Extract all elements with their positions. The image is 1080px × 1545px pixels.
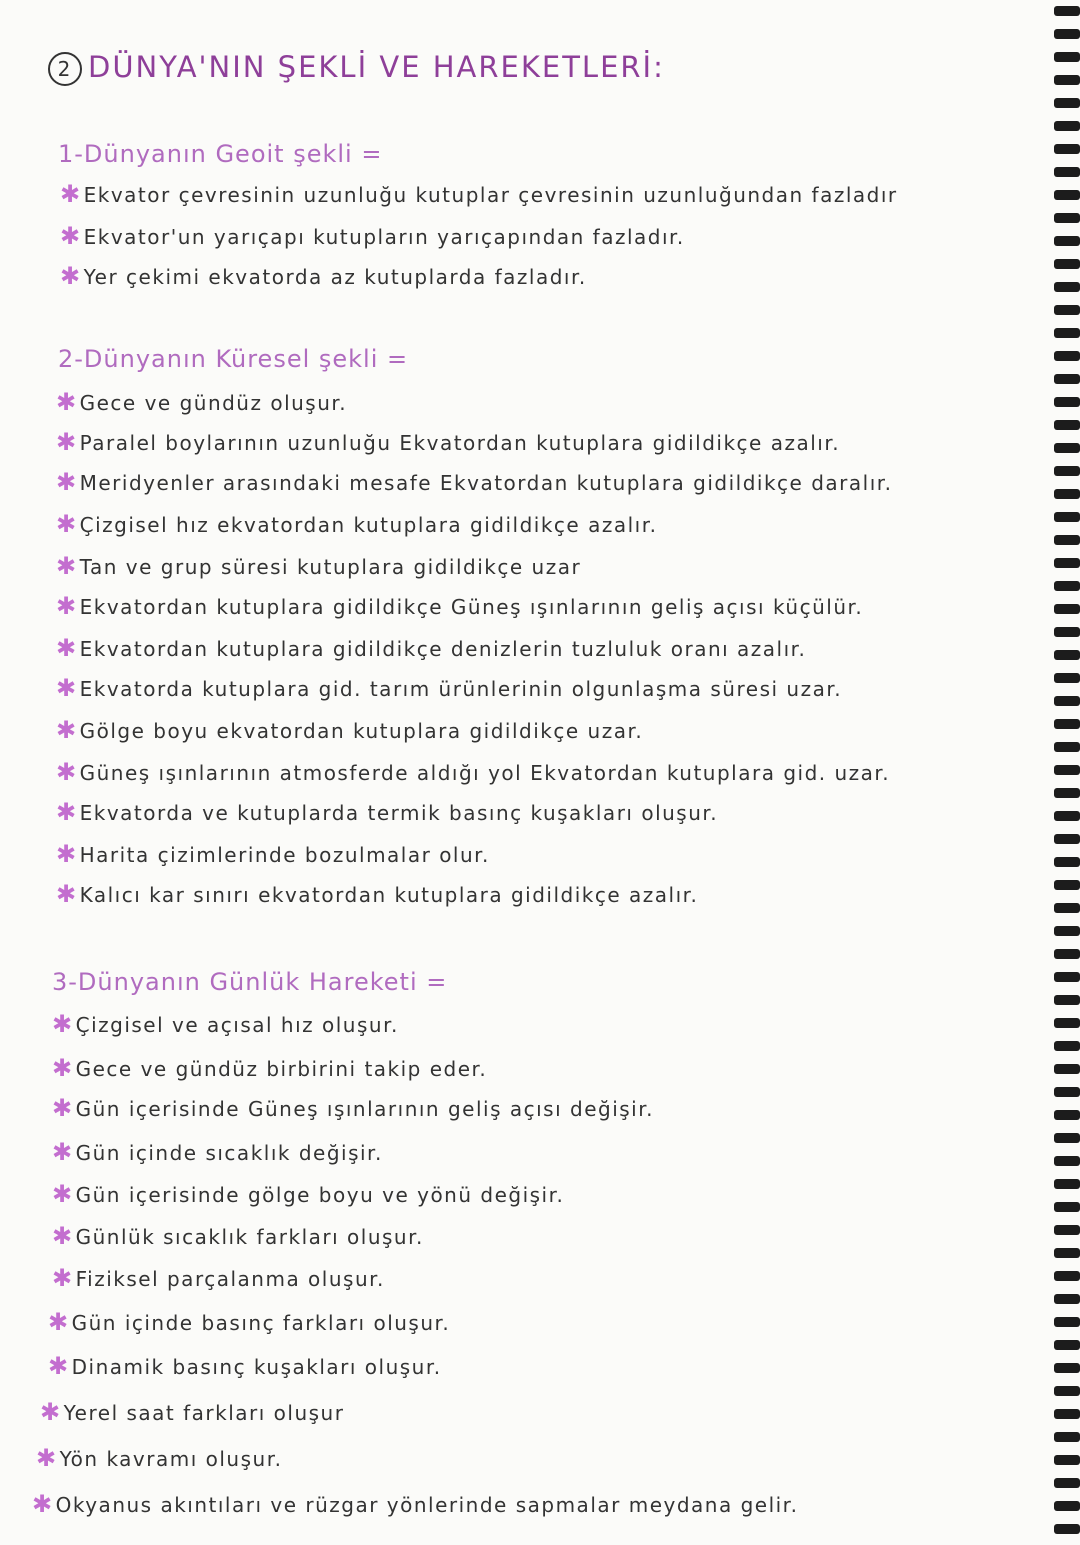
- spiral-hole: [1054, 627, 1080, 637]
- spiral-hole: [1054, 1501, 1080, 1511]
- spiral-hole: [1054, 1317, 1080, 1327]
- spiral-hole: [1054, 1202, 1080, 1212]
- spiral-hole: [1054, 1409, 1080, 1419]
- title-text: DÜNYA'NIN ŞEKLİ VE HAREKETLERİ:: [88, 50, 665, 84]
- spiral-hole: [1054, 673, 1080, 683]
- spiral-hole: [1054, 489, 1080, 499]
- section-3-item: ✱ Fiziksel parçalanma oluşur.: [52, 1264, 385, 1292]
- section-3-item: ✱ Gün içerisinde gölge boyu ve yönü değişir.: [52, 1180, 565, 1208]
- spiral-hole: [1054, 512, 1080, 522]
- spiral-hole: [1054, 1271, 1080, 1281]
- spiral-hole: [1054, 1064, 1080, 1074]
- spiral-hole: [1054, 1455, 1080, 1465]
- spiral-hole: [1054, 581, 1080, 591]
- section-3-item: ✱ Yön kavramı oluşur.: [36, 1444, 283, 1472]
- section-3-item: ✱ Gün içerisinde Güneş ışınlarının geliş açısı değişir.: [52, 1094, 654, 1122]
- spiral-hole: [1054, 880, 1080, 890]
- spiral-hole: [1054, 1294, 1080, 1304]
- spiral-hole: [1054, 1340, 1080, 1350]
- spiral-hole: [1054, 305, 1080, 315]
- spiral-hole: [1054, 167, 1080, 177]
- spiral-hole: [1054, 903, 1080, 913]
- spiral-hole: [1054, 1041, 1080, 1051]
- spiral-hole: [1054, 1248, 1080, 1258]
- section-3-item: ✱ Yerel saat farkları oluşur: [40, 1398, 345, 1426]
- section-1-item: ✱ Ekvator'un yarıçapı kutupların yarıçapından fazladır.: [60, 222, 685, 250]
- notebook-spiral-binding: [1038, 0, 1080, 1545]
- spiral-hole: [1054, 765, 1080, 775]
- section-2-item: ✱ Ekvatorda kutuplara gid. tarım ürünlerinin olgunlaşma süresi uzar.: [56, 674, 843, 702]
- section-1-item: ✱ Ekvator çevresinin uzunluğu kutuplar çevresinin uzunluğundan fazladır: [60, 180, 898, 208]
- spiral-hole: [1054, 144, 1080, 154]
- spiral-hole: [1054, 719, 1080, 729]
- spiral-hole: [1054, 190, 1080, 200]
- spiral-hole: [1054, 1179, 1080, 1189]
- spiral-hole: [1054, 420, 1080, 430]
- spiral-hole: [1054, 558, 1080, 568]
- spiral-hole: [1054, 397, 1080, 407]
- spiral-hole: [1054, 788, 1080, 798]
- section-3-item: ✱ Gün içinde sıcaklık değişir.: [52, 1138, 383, 1166]
- spiral-hole: [1054, 1478, 1080, 1488]
- spiral-hole: [1054, 926, 1080, 936]
- spiral-hole: [1054, 374, 1080, 384]
- spiral-hole: [1054, 1018, 1080, 1028]
- spiral-hole: [1054, 972, 1080, 982]
- spiral-hole: [1054, 52, 1080, 62]
- section-3-item: ✱ Gün içinde basınç farkları oluşur.: [48, 1308, 451, 1336]
- section-2-item: ✱ Meridyenler arasındaki mesafe Ekvatordan kutuplara gidildikçe daralır.: [56, 468, 893, 496]
- spiral-hole: [1054, 696, 1080, 706]
- section-2-item: ✱ Ekvatordan kutuplara gidildikçe Güneş ışınlarının geliş açısı küçülür.: [56, 592, 864, 620]
- section-1-heading: 1-Dünyanın Geoit şekli =: [58, 140, 383, 168]
- spiral-hole: [1054, 121, 1080, 131]
- section-2-item: ✱ Gece ve gündüz oluşur.: [56, 388, 348, 416]
- section-2-heading: 2-Dünyanın Küresel şekli =: [58, 345, 409, 373]
- section-3-item: ✱ Dinamik basınç kuşakları oluşur.: [48, 1352, 442, 1380]
- spiral-hole: [1054, 1133, 1080, 1143]
- spiral-hole: [1054, 1225, 1080, 1235]
- spiral-hole: [1054, 1156, 1080, 1166]
- spiral-hole: [1054, 1363, 1080, 1373]
- spiral-hole: [1054, 811, 1080, 821]
- spiral-hole: [1054, 535, 1080, 545]
- page-title: [48, 50, 665, 86]
- spiral-hole: [1054, 949, 1080, 959]
- spiral-hole: [1054, 29, 1080, 39]
- spiral-hole: [1054, 213, 1080, 223]
- spiral-hole: [1054, 351, 1080, 361]
- spiral-hole: [1054, 650, 1080, 660]
- spiral-hole: [1054, 259, 1080, 269]
- spiral-hole: [1054, 742, 1080, 752]
- spiral-hole: [1054, 466, 1080, 476]
- section-3-item: ✱ Günlük sıcaklık farkları oluşur.: [52, 1222, 424, 1250]
- spiral-hole: [1054, 1087, 1080, 1097]
- section-3-heading: 3-Dünyanın Günlük Hareketi =: [52, 968, 448, 996]
- section-2-item: ✱ Kalıcı kar sınırı ekvatordan kutuplara gidildikçe azalır.: [56, 880, 699, 908]
- spiral-hole: [1054, 1524, 1080, 1534]
- section-2-item: ✱ Harita çizimlerinde bozulmalar olur.: [56, 840, 490, 868]
- section-2-item: ✱ Çizgisel hız ekvatordan kutuplara gidildikçe azalır.: [56, 510, 658, 538]
- section-3-item: ✱ Gece ve gündüz birbirini takip eder.: [52, 1054, 488, 1082]
- section-3-item: ✱ Çizgisel ve açısal hız oluşur.: [52, 1010, 399, 1038]
- section-2-item: ✱ Ekvatorda ve kutuplarda termik basınç kuşakları oluşur.: [56, 798, 719, 826]
- spiral-hole: [1054, 6, 1080, 16]
- section-2-item: ✱ Gölge boyu ekvatordan kutuplara gidildikçe uzar.: [56, 716, 644, 744]
- spiral-hole: [1054, 1386, 1080, 1396]
- section-1-item: ✱ Yer çekimi ekvatorda az kutuplarda fazladır.: [60, 262, 587, 290]
- spiral-hole: [1054, 236, 1080, 246]
- spiral-hole: [1054, 995, 1080, 1005]
- spiral-hole: [1054, 282, 1080, 292]
- section-2-item: ✱ Ekvatordan kutuplara gidildikçe denizlerin tuzluluk oranı azalır.: [56, 634, 807, 662]
- spiral-hole: [1054, 834, 1080, 844]
- section-3-item: ✱ Okyanus akıntıları ve rüzgar yönlerinde sapmalar meydana gelir.: [32, 1490, 799, 1518]
- section-2-item: ✱ Güneş ışınlarının atmosferde aldığı yol Ekvatordan kutuplara gid. uzar.: [56, 758, 891, 786]
- title-number: 2: [48, 52, 82, 86]
- spiral-hole: [1054, 857, 1080, 867]
- spiral-hole: [1054, 75, 1080, 85]
- section-2-item: ✱ Paralel boylarının uzunluğu Ekvatordan kutuplara gidildikçe azalır.: [56, 428, 841, 456]
- spiral-hole: [1054, 1110, 1080, 1120]
- spiral-hole: [1054, 1432, 1080, 1442]
- spiral-hole: [1054, 443, 1080, 453]
- spiral-hole: [1054, 328, 1080, 338]
- spiral-hole: [1054, 604, 1080, 614]
- section-2-item: ✱ Tan ve grup süresi kutuplara gidildikçe uzar: [56, 552, 582, 580]
- spiral-hole: [1054, 98, 1080, 108]
